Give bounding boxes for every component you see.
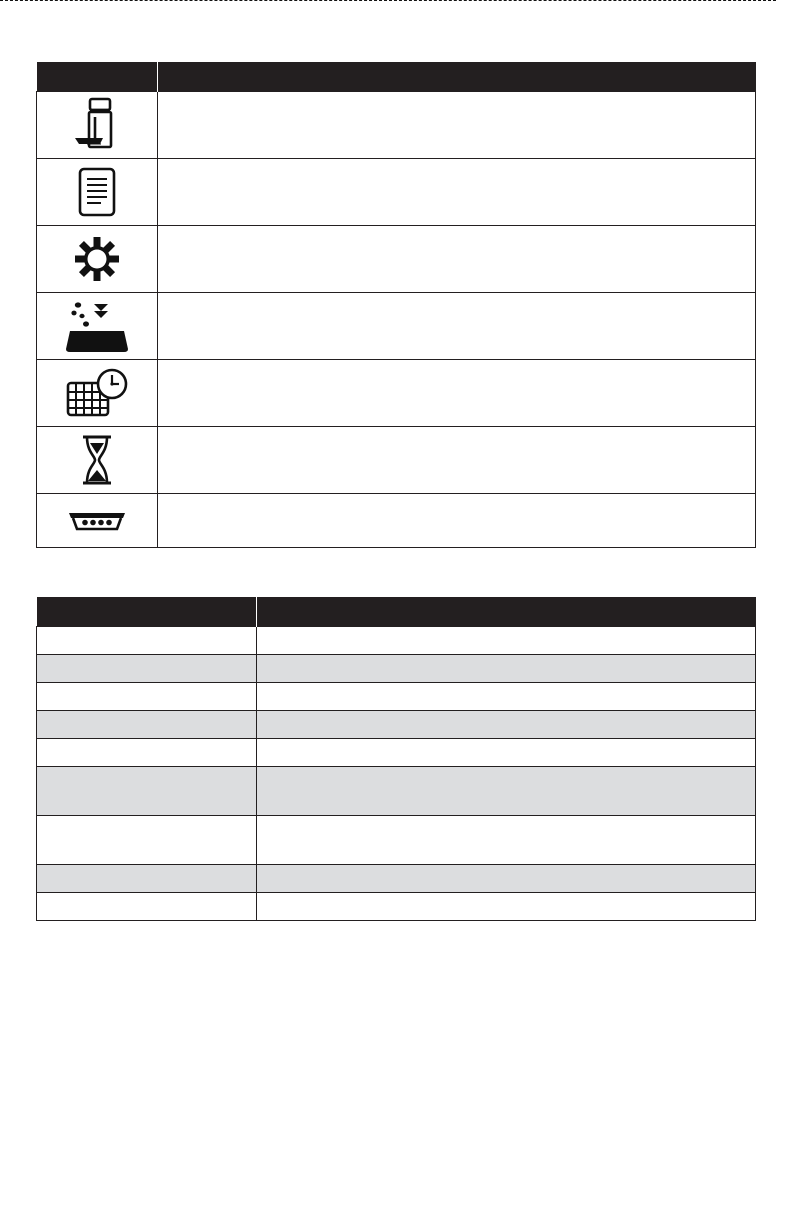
table-cell	[257, 655, 756, 683]
table-cell	[37, 655, 257, 683]
table-cell	[257, 683, 756, 711]
icon-legend-table	[36, 62, 756, 548]
table-row	[37, 360, 756, 427]
hourglass-icon	[80, 434, 114, 486]
icon-cell	[37, 293, 158, 360]
spec-table-header-row	[37, 597, 756, 627]
table-row	[37, 92, 756, 159]
table-row	[37, 427, 756, 494]
table-cell	[257, 816, 756, 865]
calendar-clock-icon	[65, 368, 129, 418]
icon-cell	[37, 92, 158, 159]
table-cell	[257, 711, 756, 739]
table-cell	[37, 767, 257, 816]
table-cell	[37, 711, 257, 739]
table-row	[37, 627, 756, 655]
table-cell	[37, 683, 257, 711]
spec-column-header-2	[257, 597, 756, 627]
table-row	[37, 226, 756, 293]
description-column-header	[158, 62, 756, 92]
icon-cell	[37, 226, 158, 293]
table-row	[37, 159, 756, 226]
icon-table-header-row	[37, 62, 756, 92]
dispense-bowl-icon	[64, 297, 130, 355]
table-cell	[257, 627, 756, 655]
container-icon	[73, 97, 121, 153]
icon-cell	[37, 159, 158, 226]
description-cell	[158, 293, 756, 360]
table-cell	[37, 739, 257, 767]
table-cell	[37, 893, 257, 921]
table-cell	[37, 865, 257, 893]
description-cell	[158, 92, 756, 159]
description-cell	[158, 226, 756, 293]
cut-line	[0, 0, 776, 1]
icon-cell	[37, 360, 158, 427]
table-cell	[257, 865, 756, 893]
table-cell	[257, 767, 756, 816]
spec-column-header-1	[37, 597, 257, 627]
description-cell	[158, 159, 756, 226]
icon-column-header	[37, 62, 158, 92]
table-row	[37, 816, 756, 865]
table-cell	[257, 893, 756, 921]
document-icon	[77, 167, 117, 217]
table-row	[37, 739, 756, 767]
description-cell	[158, 360, 756, 427]
table-row	[37, 494, 756, 548]
tray-icon	[67, 510, 127, 532]
table-row	[37, 655, 756, 683]
table-row	[37, 711, 756, 739]
table-row	[37, 865, 756, 893]
table-row	[37, 683, 756, 711]
table-cell	[37, 816, 257, 865]
table-row	[37, 293, 756, 360]
table-row	[37, 767, 756, 816]
table-row	[37, 893, 756, 921]
spec-table	[36, 597, 756, 921]
description-cell	[158, 427, 756, 494]
icon-cell	[37, 494, 158, 548]
description-cell	[158, 494, 756, 548]
table-cell	[37, 627, 257, 655]
gear-icon	[72, 234, 122, 284]
icon-cell	[37, 427, 158, 494]
table-cell	[257, 739, 756, 767]
